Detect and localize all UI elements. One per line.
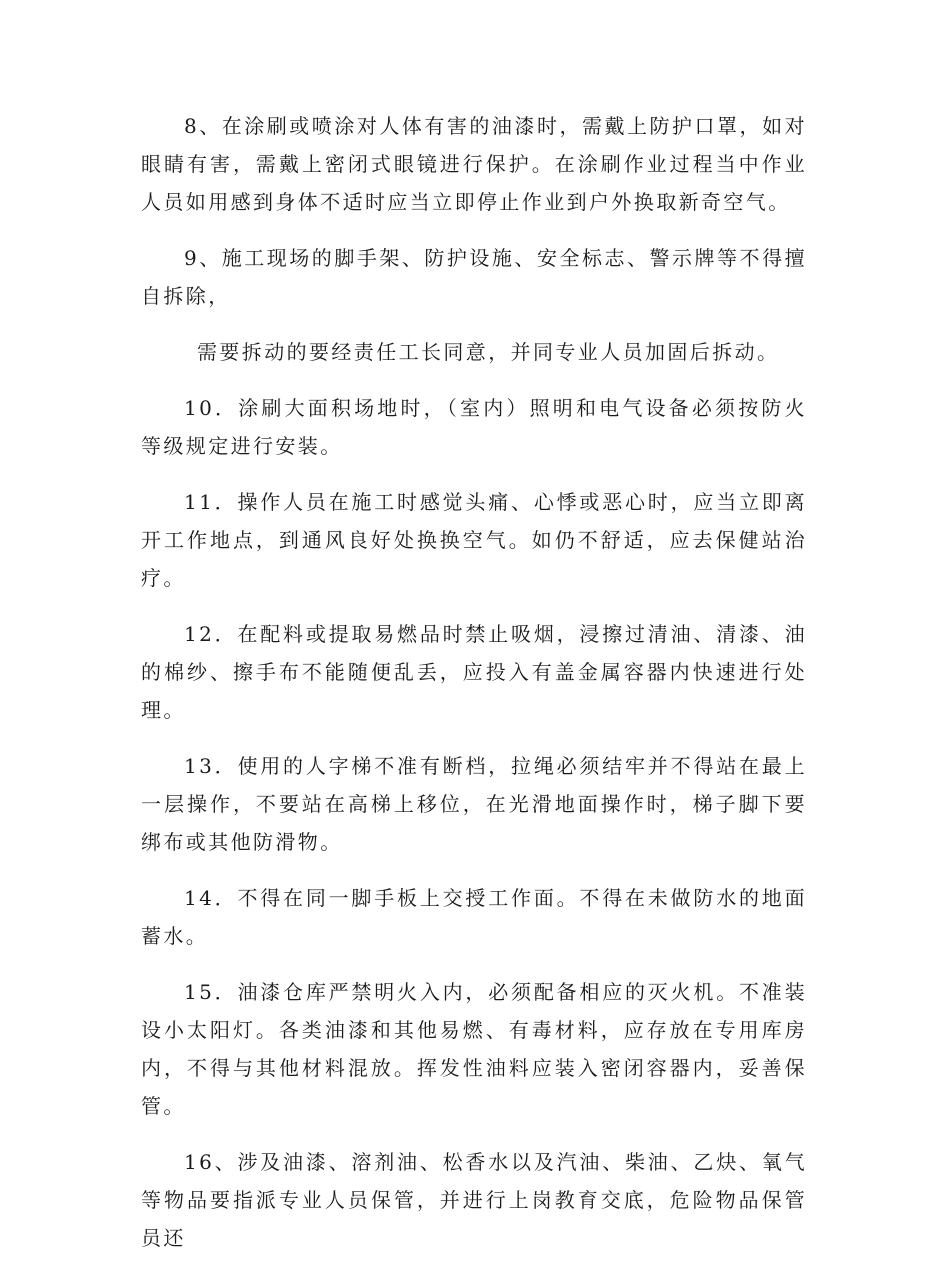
paragraph-9: 9、施工现场的脚手架、防护设施、安全标志、警示牌等不得擅自拆除， [141,246,807,308]
paragraph-12: 12．在配料或提取易燃品时禁止吸烟，浸擦过清油、清漆、油的棉纱、擦手布不能随便乱丢，应投入有盖金属容器内快速进行处理。 [141,622,807,722]
document-page [141,107,807,1275]
paragraph-8: 8、在涂刷或喷涂对人体有害的油漆时，需戴上防护口罩，如对眼睛有害，需戴上密闭式眼镜进行保护。在涂刷作业过程当中作业人员如用感到身体不适时应当立即停止作业到户外换取新奇空气。 [141,114,807,214]
paragraph-13: 13．使用的人字梯不准有断档，拉绳必须结牢并不得站在最上一层操作，不要站在高梯上移位，在光滑地面操作时，梯子脚下要绑布或其他防滑物。 [141,754,807,854]
paragraph-16: 16、涉及油漆、溶剂油、松香水以及汽油、柴油、乙炔、氧气等物品要指派专业人员保管，并进行上岗教育交底，危险物品保管员还 [141,1150,807,1250]
paragraph-15: 15．油漆仓库严禁明火入内，必须配备相应的灭火机。不准装设小太阳灯。各类油漆和其他易燃、有毒材料，应存放在专用库房内，不得与其他材料混放。挥发性油料应装入密闭容器内，妥善保管。 [141,980,807,1118]
paragraph-9-continued: 需要拆动的要经责任工长同意，并同专业人员加固后拆动。 [197,340,780,364]
paragraph-14: 14．不得在同一脚手板上交授工作面。不得在未做防水的地面蓄水。 [141,886,807,948]
paragraph-11: 11．操作人员在施工时感觉头痛、心悸或恶心时，应当立即离开工作地点，到通风良好处换换空气。如仍不舒适，应去保健站治疗。 [141,490,807,590]
paragraph-10: 10．涂刷大面积场地时，（室内）照明和电气设备必须按防火等级规定进行安装。 [141,396,807,458]
